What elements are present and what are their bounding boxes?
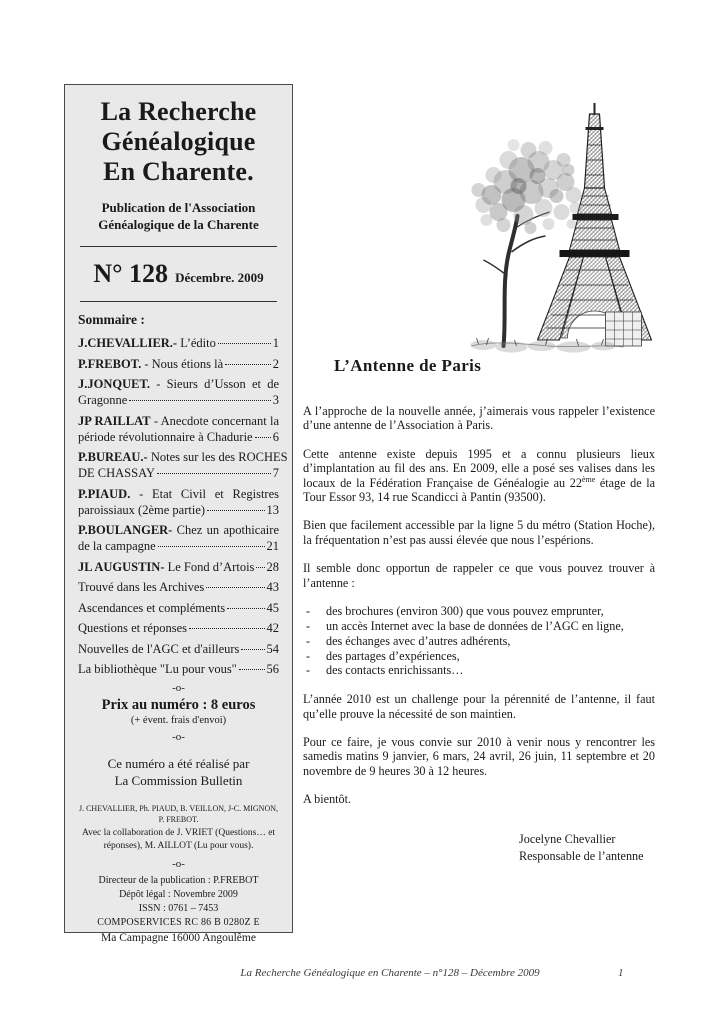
section-divider: -o- <box>172 682 185 695</box>
toc-page-number: 3 <box>272 393 279 408</box>
article-list-item: - des contacts enrichissants… <box>303 663 655 678</box>
dot-leader <box>129 400 270 401</box>
toc-entry: P.FREBOT. - Nous étions là 2 <box>78 356 279 371</box>
dot-leader <box>239 669 265 670</box>
signature-block <box>519 831 655 865</box>
dash-bullet: - <box>306 663 311 678</box>
imprint <box>78 874 279 946</box>
publication-title-line: En Charente. <box>103 157 254 187</box>
footer-text: La Recherche Généalogique en Charente – n°128 – Décembre 2009 <box>240 967 540 979</box>
toc-entry: Questions et réponses 42 <box>78 621 279 636</box>
toc-heading: Sommaire : <box>78 312 145 328</box>
publication-title-line: La Recherche <box>100 97 257 126</box>
publication-title-line: Généalogique <box>101 127 256 157</box>
dot-leader <box>206 587 264 588</box>
toc-page-number: 54 <box>266 641 279 656</box>
section-divider: -o- <box>172 858 185 871</box>
issn: ISSN : 0761 – 7453 <box>138 903 219 915</box>
publication-title <box>78 97 279 187</box>
toc-page-number: 43 <box>266 580 279 595</box>
article-paragraph: Il semble donc opportun de rappeler ce que vous pouvez trouver à l’antenne : <box>303 561 655 590</box>
horizontal-rule <box>80 246 277 247</box>
article-title: L’Antenne de Paris <box>334 356 482 375</box>
toc-entry: J.JONQUET. - Sieurs d’Usson et de Gragonne 3 <box>78 377 279 408</box>
toc-page-number: 56 <box>266 662 279 677</box>
article-list-item: - des partages d’expériences, <box>303 649 655 664</box>
issue-number: N° 128 <box>93 259 169 289</box>
made-by: Ce numéro a été réalisé par La Commission Bulletin <box>107 756 250 789</box>
article-list-item: - des échanges avec d’autres adhérents, <box>303 634 655 649</box>
dot-leader <box>225 364 271 365</box>
legal-deposit: Dépôt légal : Novembre 2009 <box>119 889 238 901</box>
toc-page-number: 6 <box>272 429 279 444</box>
issue-line <box>78 259 279 289</box>
price: Prix au numéro : 8 euros <box>101 697 256 714</box>
eiffel-tower-and-tree-illustration <box>452 100 660 358</box>
toc-entry: JL AUGUSTIN- Le Fond d’Artois 28 <box>78 559 279 574</box>
dot-leader <box>189 628 264 629</box>
dash-bullet: - <box>306 648 311 663</box>
issue-date: Décembre. 2009 <box>175 270 264 286</box>
dot-leader <box>207 510 264 511</box>
toc-entry: La bibliothèque "Lu pour vous" 56 <box>78 662 279 677</box>
toc-page-number: 13 <box>266 502 279 517</box>
publication-director: Directeur de la publication : P.FREBOT <box>98 875 259 887</box>
eiffel-tower <box>538 103 652 346</box>
printer: COMPOSERVICES RC 86 B 0280Z E <box>97 917 260 929</box>
article-body <box>303 404 655 865</box>
toc-page-number: 1 <box>272 336 279 351</box>
article-list <box>303 604 655 678</box>
ground-sketch <box>471 338 624 353</box>
signature-role: Responsable de l’antenne <box>519 848 644 863</box>
toc-page-number: 2 <box>272 356 279 371</box>
article-list-item: - des brochures (environ 300) que vous pouvez emprunter, <box>303 604 655 619</box>
price-note: (+ évent. frais d'envoi) <box>130 715 227 727</box>
dot-leader <box>256 567 264 568</box>
toc-entry: Nouvelles de l'AGC et d'ailleurs 54 <box>78 641 279 656</box>
article-paragraph: A bientôt. <box>303 792 352 807</box>
dot-leader <box>157 473 271 474</box>
toc-entry: P.BUREAU.- Notes sur les des ROCHES DE CHASSAY 7 <box>78 450 288 481</box>
dot-leader <box>255 437 271 438</box>
dot-leader <box>158 546 265 547</box>
toc-entry: Trouvé dans les Archives 43 <box>78 580 279 595</box>
article-paragraph: Bien que facilement accessible par la ligne 5 du métro (Station Hoche), la fréquentation n’est pas aussi élevée que nous l’espérions. <box>303 518 655 547</box>
dash-bullet: - <box>306 618 311 633</box>
toc-entry: JP RAILLAT - Anecdote concernant la période révolutionnaire à Chadurie 6 <box>78 413 280 444</box>
toc-entry: P.BOULANGER- Chez un apothicaire de la campagne 21 <box>78 523 279 554</box>
toc-entry: P.PIAUD. - Etat Civil et Registres paroissiaux (2ème partie) 13 <box>78 486 279 517</box>
article-paragraph: Pour ce faire, je vous convie sur 2010 à venir nous y rencontrer les samedis matins 9 janvier, 6 mars, 24 avril, 26 juin, 11 septembre et 20 novembre de 9 heures 30 à 12 heures. <box>303 735 655 778</box>
toc-page-number: 7 <box>272 466 279 481</box>
toc-page-number: 45 <box>266 600 279 615</box>
printer-address: Ma Campagne 16000 Angoulême <box>101 931 256 944</box>
section-divider: -o- <box>172 731 185 744</box>
article-paragraph: A l’approche de la nouvelle année, j’aimerais vous rappeler l’existence d’une antenne de l’Association à Paris. <box>303 404 655 433</box>
toc-entry: Ascendances et compléments 45 <box>78 600 279 615</box>
toc-page-number: 42 <box>266 621 279 636</box>
toc-page-number: 21 <box>266 539 279 554</box>
dot-leader <box>227 608 264 609</box>
page-number: 1 <box>618 967 624 979</box>
dot-leader <box>241 649 264 650</box>
dot-leader <box>218 343 271 344</box>
dash-bullet: - <box>306 633 311 648</box>
article-paragraph: L’année 2010 est un challenge pour la pérennité de l’antenne, il faut qu’elle prouve la nécessité de son maintien. <box>303 692 655 721</box>
signature-name: Jocelyne Chevallier <box>519 831 616 846</box>
toc-entry: J.CHEVALLIER.- L’édito 1 <box>78 336 279 351</box>
article-list-item: - un accès Internet avec la base de données de l’AGC en ligne, <box>303 619 655 634</box>
horizontal-rule <box>80 301 277 302</box>
publication-subtitle: Publication de l'Association Généalogique de la Charente <box>98 200 259 233</box>
collaboration-credit: Avec la collaboration de J. VRIET (Questions… et réponses), M. AILLOT (Lu pour vous). <box>81 828 276 852</box>
dash-bullet: - <box>306 603 311 618</box>
committee-names: J. CHEVALLIER, Ph. PIAUD, B. VEILLON, J-C. MIGNON, P. FREBOT. <box>78 804 279 825</box>
masthead-box <box>64 84 293 944</box>
superscript-ordinal: ème <box>581 474 596 484</box>
tree-foliage <box>472 139 582 234</box>
eiffel-tower-sketch-svg <box>452 100 660 358</box>
article-paragraph: Cette antenne existe depuis 1995 et a connu plusieurs lieux d’implantation au fil des ans. En 2009, elle a posé ses valises dans les locaux de la Fédération Française de Généalogie au 22ème étage de la Tour Essor 93, 14 rue Scandicci à Pantin (93500). <box>303 446 655 504</box>
toc-page-number: 28 <box>266 559 279 574</box>
